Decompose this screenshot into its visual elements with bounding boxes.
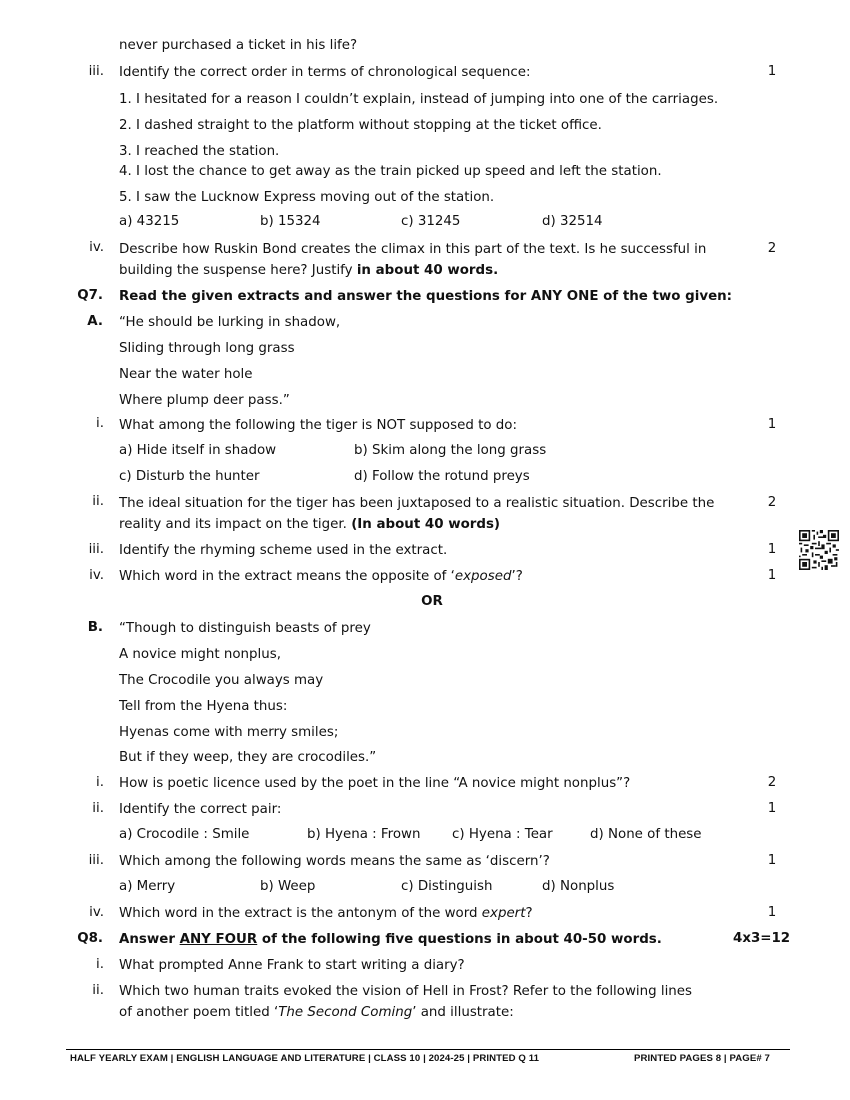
option-b: b) Skim along the long grass [354,443,547,458]
subquestion-line-part: ’ and illustrate: [412,1005,514,1020]
subquestion-number: iv. [89,905,104,920]
emphasized-word: expert [481,906,526,921]
question-text-part: of the following five questions in about 40-50 words. [257,932,662,947]
marks: 2 [767,775,777,790]
subquestion-text [119,493,714,535]
option-a: a) Merry [119,879,176,894]
poem-line: “Though to distinguish beasts of prey [119,621,371,636]
subquestion-text: Identify the correct pair: [119,802,282,817]
subquestion-text-part: Which word in the extract is the antonym of the word [119,906,482,921]
marks: 1 [767,853,777,868]
subquestion-text [119,566,523,587]
word-limit: in about 40 words. [356,263,499,278]
sequence-item: 3. I reached the station. [119,144,280,159]
subquestion-text: What prompted Anne Frank to start writing a diary? [119,958,465,973]
question-number: Q7. [77,288,103,303]
subquestion-line [119,260,706,281]
subquestion-text: Identify the correct order in terms of chronological sequence: [119,65,531,80]
footer-divider [66,1049,790,1050]
subquestion-text: What among the following the tiger is NOT supposed to do: [119,418,517,433]
subquestion-number: ii. [92,494,104,509]
option-c: c) 31245 [401,214,461,229]
subquestion-text: How is poetic licence used by the poet in the line “A novice might nonplus”? [119,776,631,791]
poem-line: Sliding through long grass [119,341,295,356]
option-b: b) Weep [260,879,316,894]
question-number: Q8. [77,931,103,946]
sequence-item: 2. I dashed straight to the platform without stopping at the ticket office. [119,118,602,133]
option-d: d) 32514 [542,214,603,229]
option-d: d) None of these [590,827,702,842]
marks: 1 [767,64,777,79]
option-a: a) 43215 [119,214,180,229]
subquestion-text-part: ? [525,906,533,921]
subquestion-text: Identify the rhyming scheme used in the extract. [119,543,448,558]
poem-line: Tell from the Hyena thus: [119,699,288,714]
marks: 1 [767,905,777,920]
sequence-item: 4. I lost the chance to get away as the train picked up speed and left the station. [119,164,662,179]
option-c: c) Disturb the hunter [119,469,260,484]
emphasized-phrase: ANY FOUR [179,932,258,947]
marks: 4x3=12 [733,931,791,946]
poem-line: The Crocodile you always may [119,673,324,688]
poem-line: Near the water hole [119,367,253,382]
subquestion-line [119,514,714,535]
subquestion-text: Which among the following words means the same as ‘discern’? [119,854,550,869]
subquestion-number: ii. [92,983,104,998]
question-text-part: Answer [119,932,180,947]
option-d: d) Nonplus [542,879,615,894]
subquestion-text-part: ’? [511,569,523,584]
question-text: Read the given extracts and answer the questions for ANY ONE of the two given: [119,289,733,304]
extract-label: A. [87,314,103,329]
subquestion-number: ii. [92,801,104,816]
sequence-item: 5. I saw the Lucknow Express moving out of the station. [119,190,495,205]
poem-line: Where plump deer pass.” [119,393,290,408]
poem-line: “He should be lurking in shadow, [119,315,341,330]
poem-line: A novice might nonplus, [119,647,281,662]
marks: 2 [767,495,777,510]
question-text [119,929,662,950]
qr-code-icon [799,530,839,570]
option-c: c) Distinguish [401,879,493,894]
subquestion-text-part: Which word in the extract means the opposite of ‘ [119,569,455,584]
subquestion-line: The ideal situation for the tiger has been juxtaposed to a realistic situation. Describe the [119,496,715,511]
footer-page-info: PRINTED PAGES 8 | PAGE# 7 [634,1053,770,1064]
marks: 1 [767,542,777,557]
word-limit: (In about 40 words) [351,517,501,532]
subquestion-line: Which two human traits evoked the vision of Hell in Frost? Refer to the following lines [119,984,693,999]
emphasized-word: exposed [454,569,512,584]
marks: 1 [767,568,777,583]
subquestion-number: iii. [88,542,104,557]
marks: 1 [767,801,777,816]
subquestion-line-part: building the suspense here? Justify [119,263,357,278]
subquestion-number: iii. [88,64,104,79]
poem-line: But if they weep, they are crocodiles.” [119,750,377,765]
subquestion-number: iv. [89,240,104,255]
option-a: a) Hide itself in shadow [119,443,277,458]
question-continuation: never purchased a ticket in his life? [119,38,358,53]
subquestion-number: i. [96,775,104,790]
poem-title: The Second Coming [278,1005,413,1020]
subquestion-line-part: reality and its impact on the tiger. [119,517,352,532]
subquestion-number: i. [96,416,104,431]
subquestion-line [119,1002,692,1023]
sequence-item: 1. I hesitated for a reason I couldn’t explain, instead of jumping into one of the carriages. [119,92,719,107]
or-divider: OR [421,594,443,609]
extract-label: B. [87,620,103,635]
subquestion-line-part: of another poem titled ‘ [119,1005,279,1020]
subquestion-number: iv. [89,568,104,583]
option-a: a) Crocodile : Smile [119,827,250,842]
marks: 2 [767,241,777,256]
subquestion-number: iii. [88,853,104,868]
subquestion-line: Describe how Ruskin Bond creates the climax in this part of the text. Is he successful in [119,242,707,257]
option-b: b) 15324 [260,214,321,229]
subquestion-text [119,239,706,281]
option-d: d) Follow the rotund preys [354,469,530,484]
option-c: c) Hyena : Tear [452,827,553,842]
subquestion-number: i. [96,957,104,972]
poem-line: Hyenas come with merry smiles; [119,725,339,740]
footer-exam-info: HALF YEARLY EXAM | ENGLISH LANGUAGE AND LITERATURE | CLASS 10 | 2024-25 | PRINTED Q 11 [70,1053,540,1064]
subquestion-text [119,903,533,924]
subquestion-text [119,981,692,1023]
option-b: b) Hyena : Frown [307,827,421,842]
marks: 1 [767,417,777,432]
